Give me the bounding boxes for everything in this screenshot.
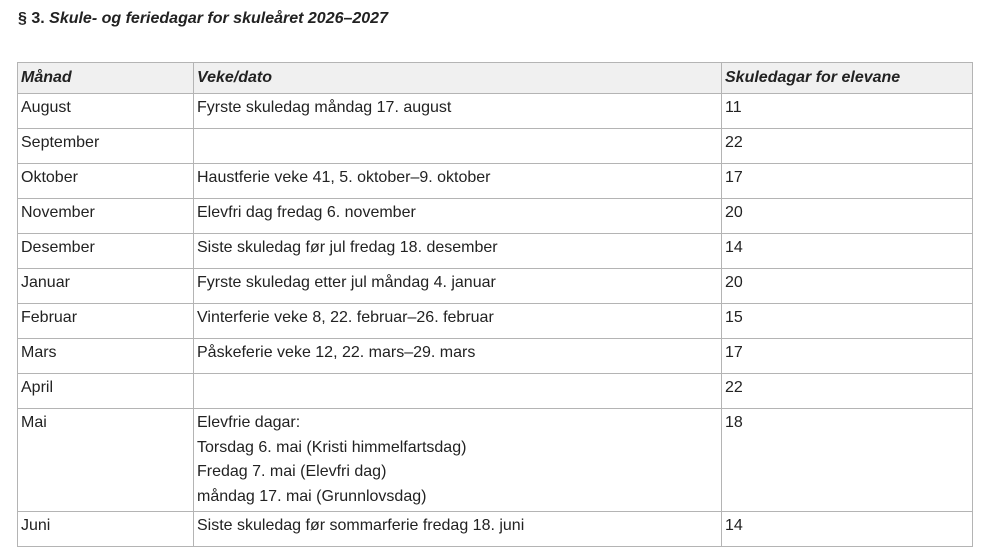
- section-number: § 3.: [18, 10, 45, 27]
- week-date-line: Elevfrie dagar:: [197, 414, 301, 431]
- month-cell: April: [18, 374, 194, 409]
- school-days-cell: 22: [722, 129, 973, 164]
- week-date-cell: [194, 409, 722, 512]
- month-cell: Juni: [18, 512, 194, 547]
- week-date-line: Elevfri dag fredag 6. november: [197, 204, 416, 221]
- month-cell: Mars: [18, 339, 194, 374]
- school-calendar-table: [17, 62, 973, 547]
- table-row: [18, 234, 973, 269]
- table-row: [18, 164, 973, 199]
- week-date-cell: [194, 129, 722, 164]
- school-days-cell: 17: [722, 339, 973, 374]
- week-date-cell: [194, 94, 722, 129]
- section-heading: [18, 10, 388, 28]
- school-days-cell: 22: [722, 374, 973, 409]
- week-date-cell: [194, 234, 722, 269]
- school-days-cell: 15: [722, 304, 973, 339]
- section-title: Skule- og feriedagar for skuleåret 2026–2027: [49, 10, 388, 27]
- school-days-cell: 20: [722, 269, 973, 304]
- month-cell: Mai: [18, 409, 194, 512]
- week-date-cell: [194, 199, 722, 234]
- week-date-line: Torsdag 6. mai (Kristi himmelfartsdag): [197, 438, 467, 456]
- school-days-cell: 14: [722, 234, 973, 269]
- month-cell: Oktober: [18, 164, 194, 199]
- week-date-cell: [194, 304, 722, 339]
- table-row: [18, 304, 973, 339]
- table-row: [18, 129, 973, 164]
- week-date-line: Vinterferie veke 8, 22. februar–26. februar: [197, 309, 494, 326]
- table-row: [18, 199, 973, 234]
- week-date-line: Haustferie veke 41, 5. oktober–9. oktober: [197, 169, 491, 186]
- school-days-cell: 11: [722, 94, 973, 129]
- table-row: [18, 339, 973, 374]
- school-days-cell: 20: [722, 199, 973, 234]
- school-days-cell: 17: [722, 164, 973, 199]
- month-cell: Februar: [18, 304, 194, 339]
- table-row: [18, 374, 973, 409]
- month-cell: November: [18, 199, 194, 234]
- week-date-cell: [194, 339, 722, 374]
- school-days-cell: 18: [722, 409, 973, 512]
- week-date-line: Påskeferie veke 12, 22. mars–29. mars: [197, 344, 476, 361]
- week-date-line: Fyrste skuledag måndag 17. august: [197, 99, 452, 116]
- week-date-line: Siste skuledag før jul fredag 18. desember: [197, 239, 498, 256]
- month-cell: Desember: [18, 234, 194, 269]
- column-header-month: Månad: [18, 63, 194, 94]
- table-header-row: [18, 63, 973, 94]
- week-date-line: Fyrste skuledag etter jul måndag 4. januar: [197, 274, 496, 291]
- table-row: [18, 409, 973, 512]
- column-header-week-date: Veke/dato: [194, 63, 722, 94]
- column-header-school-days: Skuledagar for elevane: [722, 63, 973, 94]
- week-date-line: måndag 17. mai (Grunnlovsdag): [197, 487, 427, 505]
- month-cell: Januar: [18, 269, 194, 304]
- table-body: [18, 94, 973, 547]
- school-days-cell: 14: [722, 512, 973, 547]
- month-cell: September: [18, 129, 194, 164]
- month-cell: August: [18, 94, 194, 129]
- table-row: [18, 94, 973, 129]
- week-date-cell: [194, 269, 722, 304]
- week-date-line: Siste skuledag før sommarferie fredag 18. juni: [197, 517, 525, 534]
- week-date-line: Fredag 7. mai (Elevfri dag): [197, 463, 387, 480]
- week-date-cell: [194, 164, 722, 199]
- week-date-cell: [194, 374, 722, 409]
- table-row: [18, 269, 973, 304]
